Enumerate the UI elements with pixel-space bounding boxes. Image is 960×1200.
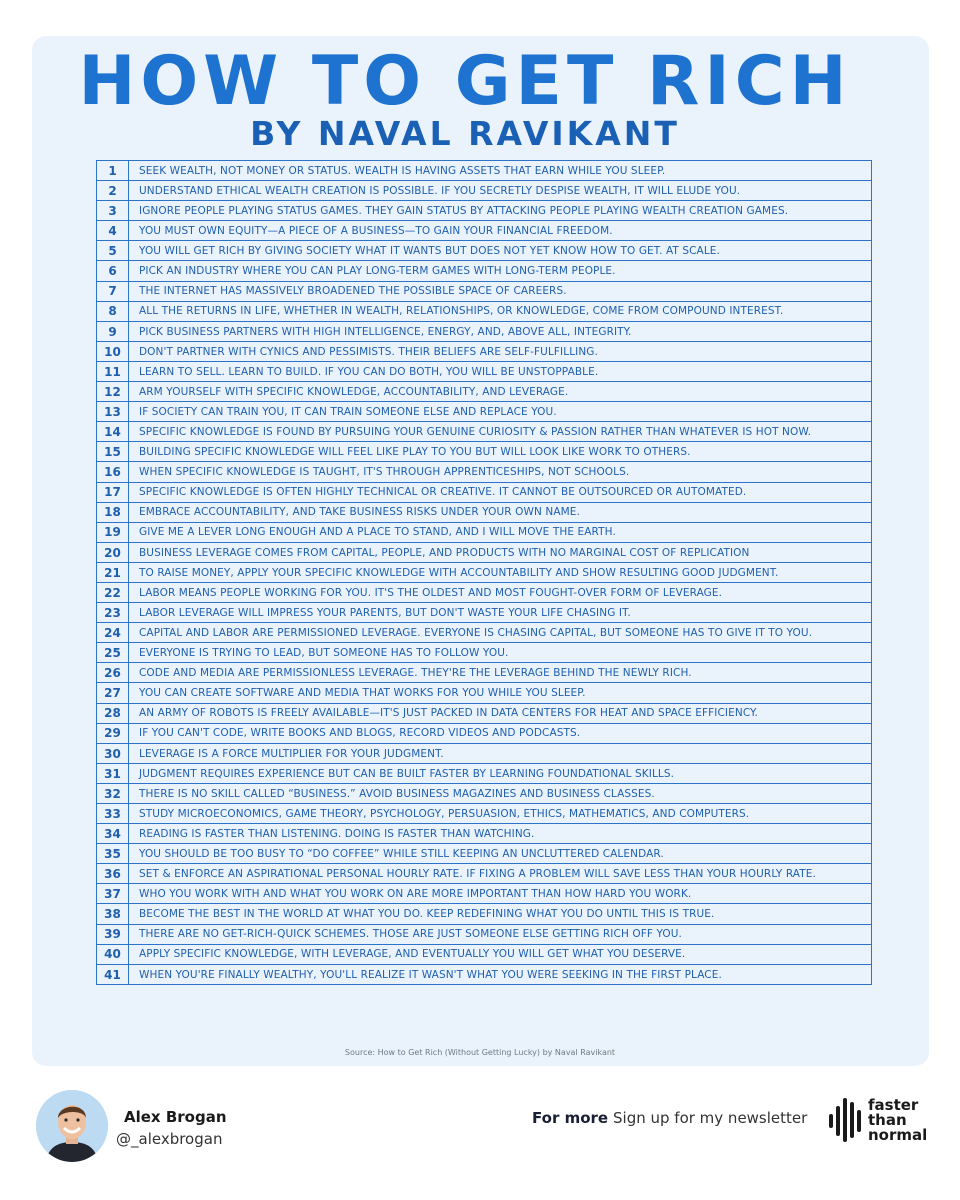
rule-row — [96, 281, 872, 303]
rule-row — [96, 703, 872, 725]
rule-text: YOU SHOULD BE TOO BUSY TO “DO COFFEE” WHILE STILL KEEPING AN UNCLUTTERED CALENDAR. — [139, 847, 664, 860]
avatar — [36, 1090, 108, 1162]
page-subtitle: BY NAVAL RAVIKANT — [250, 114, 680, 153]
rule-number: 24 — [97, 623, 129, 643]
rule-text: EVERYONE IS TRYING TO LEAD, BUT SOMEONE HAS TO FOLLOW YOU. — [139, 647, 509, 660]
rule-row — [96, 220, 872, 242]
rule-number: 16 — [97, 462, 129, 482]
rule-row — [96, 260, 872, 282]
rule-text: IGNORE PEOPLE PLAYING STATUS GAMES. THEY GAIN STATUS BY ATTACKING PEOPLE PLAYING WEALTH CREATION GAMES. — [139, 204, 789, 217]
rule-row — [96, 723, 872, 745]
rule-text: JUDGMENT REQUIRES EXPERIENCE BUT CAN BE BUILT FASTER BY LEARNING FOUNDATIONAL SKILLS. — [139, 767, 675, 780]
rule-row — [96, 883, 872, 905]
rule-text: WHEN YOU'RE FINALLY WEALTHY, YOU'LL REALIZE IT WASN'T WHAT YOU WERE SEEKING IN THE FIRST PLACE. — [139, 968, 722, 981]
rule-number: 38 — [97, 904, 129, 924]
rule-number: 30 — [97, 744, 129, 764]
rules-list — [96, 160, 872, 984]
rule-number: 2 — [97, 181, 129, 201]
rule-row — [96, 200, 872, 222]
rule-text: EMBRACE ACCOUNTABILITY, AND TAKE BUSINESS RISKS UNDER YOUR OWN NAME. — [139, 506, 580, 519]
rule-text: THE INTERNET HAS MASSIVELY BROADENED THE POSSIBLE SPACE OF CAREERS. — [139, 285, 567, 298]
rule-number: 36 — [97, 864, 129, 884]
rule-row — [96, 461, 872, 483]
rule-text: LEVERAGE IS A FORCE MULTIPLIER FOR YOUR JUDGMENT. — [139, 747, 444, 760]
rule-text: SPECIFIC KNOWLEDGE IS FOUND BY PURSUING YOUR GENUINE CURIOSITY & PASSION RATHER THAN WHATEVER IS HOT NOW. — [139, 426, 812, 439]
rule-number: 1 — [97, 161, 129, 181]
rule-row — [96, 582, 872, 604]
rule-number: 34 — [97, 824, 129, 844]
author-name: Alex Brogan — [124, 1108, 227, 1126]
rule-row — [96, 421, 872, 443]
rule-number: 27 — [97, 683, 129, 703]
rule-row — [96, 823, 872, 845]
page-title: HOW TO GET RICH — [78, 42, 852, 121]
rule-number: 7 — [97, 282, 129, 302]
rule-text: ALL THE RETURNS IN LIFE, WHETHER IN WEALTH, RELATIONSHIPS, OR KNOWLEDGE, COME FROM COMPOUND INTEREST. — [139, 305, 784, 318]
rule-number: 20 — [97, 543, 129, 563]
rule-row — [96, 542, 872, 564]
rule-text: LABOR MEANS PEOPLE WORKING FOR YOU. IT'S THE OLDEST AND MOST FOUGHT-OVER FORM OF LEVERAGE. — [139, 586, 723, 599]
rule-number: 5 — [97, 241, 129, 261]
rule-number: 12 — [97, 382, 129, 402]
rule-text: SEEK WEALTH, NOT MONEY OR STATUS. WEALTH IS HAVING ASSETS THAT EARN WHILE YOU SLEEP. — [139, 164, 666, 177]
for-more-label: For more — [532, 1109, 609, 1127]
rule-text: YOU MUST OWN EQUITY—A PIECE OF A BUSINESS—TO GAIN YOUR FINANCIAL FREEDOM. — [139, 225, 613, 238]
rule-row — [96, 924, 872, 946]
rule-row — [96, 361, 872, 383]
rule-text: APPLY SPECIFIC KNOWLEDGE, WITH LEVERAGE, AND EVENTUALLY YOU WILL GET WHAT YOU DESERVE. — [139, 948, 686, 961]
rule-number: 13 — [97, 402, 129, 422]
rule-text: YOU CAN CREATE SOFTWARE AND MEDIA THAT WORKS FOR YOU WHILE YOU SLEEP. — [139, 687, 586, 700]
rule-number: 9 — [97, 322, 129, 342]
rule-text: IF SOCIETY CAN TRAIN YOU, IT CAN TRAIN SOMEONE ELSE AND REPLACE YOU. — [139, 405, 557, 418]
rule-number: 31 — [97, 764, 129, 784]
rule-row — [96, 160, 872, 182]
logo-line: normal — [868, 1126, 928, 1144]
author-handle[interactable]: @_alexbrogan — [116, 1130, 223, 1148]
rule-text: GIVE ME A LEVER LONG ENOUGH AND A PLACE TO STAND, AND I WILL MOVE THE EARTH. — [139, 526, 616, 539]
brand-logo-text — [868, 1098, 927, 1143]
rule-row — [96, 622, 872, 644]
rule-row — [96, 180, 872, 202]
rule-number: 11 — [97, 362, 129, 382]
rule-row — [96, 903, 872, 925]
rule-text: STUDY MICROECONOMICS, GAME THEORY, PSYCHOLOGY, PERSUASION, ETHICS, MATHEMATICS, AND COMPUTERS. — [139, 807, 750, 820]
rule-row — [96, 964, 872, 986]
rule-text: CODE AND MEDIA ARE PERMISSIONLESS LEVERAGE. THEY'RE THE LEVERAGE BEHIND THE NEWLY RICH. — [139, 667, 692, 680]
rule-text: THERE IS NO SKILL CALLED “BUSINESS.” AVOID BUSINESS MAGAZINES AND BUSINESS CLASSES. — [139, 787, 655, 800]
rule-row — [96, 502, 872, 524]
logo-line: faster — [868, 1096, 919, 1114]
rule-number: 15 — [97, 442, 129, 462]
rule-number: 22 — [97, 583, 129, 603]
rule-text: THERE ARE NO GET-RICH-QUICK SCHEMES. THOSE ARE JUST SOMEONE ELSE GETTING RICH OFF YOU. — [139, 928, 682, 941]
rule-row — [96, 783, 872, 805]
rule-number: 6 — [97, 261, 129, 281]
rule-text: DON'T PARTNER WITH CYNICS AND PESSIMISTS. THEIR BELIEFS ARE SELF-FULFILLING. — [139, 345, 598, 358]
rule-number: 23 — [97, 603, 129, 623]
rule-number: 26 — [97, 663, 129, 683]
rule-number: 41 — [97, 965, 129, 985]
rule-text: BUSINESS LEVERAGE COMES FROM CAPITAL, PEOPLE, AND PRODUCTS WITH NO MARGINAL COST OF REPLICATION — [139, 546, 750, 559]
rule-text: LEARN TO SELL. LEARN TO BUILD. IF YOU CAN DO BOTH, YOU WILL BE UNSTOPPABLE. — [139, 365, 599, 378]
logo-line: than — [868, 1111, 907, 1129]
rule-row — [96, 301, 872, 323]
rule-row — [96, 662, 872, 684]
rule-row — [96, 863, 872, 885]
rule-text: SPECIFIC KNOWLEDGE IS OFTEN HIGHLY TECHNICAL OR CREATIVE. IT CANNOT BE OUTSOURCED OR AUTOMATED. — [139, 486, 747, 499]
rule-row — [96, 743, 872, 765]
rule-row — [96, 441, 872, 463]
rule-row — [96, 642, 872, 664]
rule-number: 8 — [97, 302, 129, 322]
rule-text: READING IS FASTER THAN LISTENING. DOING IS FASTER THAN WATCHING. — [139, 827, 535, 840]
rule-text: WHEN SPECIFIC KNOWLEDGE IS TAUGHT, IT'S THROUGH APPRENTICESHIPS, NOT SCHOOLS. — [139, 466, 630, 479]
rule-text: CAPITAL AND LABOR ARE PERMISSIONED LEVERAGE. EVERYONE IS CHASING CAPITAL, BUT SOMEONE HAS TO GIVE IT TO YOU. — [139, 626, 813, 639]
rule-row — [96, 381, 872, 403]
rule-text: BUILDING SPECIFIC KNOWLEDGE WILL FEEL LIKE PLAY TO YOU BUT WILL LOOK LIKE WORK TO OTHERS. — [139, 446, 691, 459]
avatar-portrait-icon — [36, 1090, 108, 1162]
rule-row — [96, 401, 872, 423]
rule-number: 14 — [97, 422, 129, 442]
newsletter-signup-link[interactable]: Sign up for my newsletter — [613, 1109, 808, 1127]
rule-number: 37 — [97, 884, 129, 904]
rule-row — [96, 602, 872, 624]
sound-wave-logo-icon — [828, 1096, 864, 1144]
rule-row — [96, 482, 872, 504]
rule-number: 25 — [97, 643, 129, 663]
source-caption: Source: How to Get Rich (Without Getting Lucky) by Naval Ravikant — [344, 1048, 616, 1057]
rule-text: SET & ENFORCE AN ASPIRATIONAL PERSONAL HOURLY RATE. IF FIXING A PROBLEM WILL SAVE LESS THAN YOUR HOURLY RATE. — [139, 868, 816, 881]
rule-text: LABOR LEVERAGE WILL IMPRESS YOUR PARENTS, BUT DON'T WASTE YOUR LIFE CHASING IT. — [139, 606, 631, 619]
rule-row — [96, 682, 872, 704]
rule-text: TO RAISE MONEY, APPLY YOUR SPECIFIC KNOWLEDGE WITH ACCOUNTABILITY AND SHOW RESULTING GOOD JUDGMENT. — [139, 566, 779, 579]
rule-row — [96, 843, 872, 865]
rule-number: 39 — [97, 925, 129, 945]
rule-row — [96, 944, 872, 966]
rule-row — [96, 522, 872, 544]
rule-text: YOU WILL GET RICH BY GIVING SOCIETY WHAT IT WANTS BUT DOES NOT YET KNOW HOW TO GET. AT SCALE. — [139, 245, 720, 258]
rule-text: IF YOU CAN'T CODE, WRITE BOOKS AND BLOGS, RECORD VIDEOS AND PODCASTS. — [139, 727, 581, 740]
rule-row — [96, 240, 872, 262]
rule-text: UNDERSTAND ETHICAL WEALTH CREATION IS POSSIBLE. IF YOU SECRETLY DESPISE WEALTH, IT WILL ELUDE YOU. — [139, 184, 741, 197]
rule-number: 29 — [97, 724, 129, 744]
rule-number: 3 — [97, 201, 129, 221]
rule-text: AN ARMY OF ROBOTS IS FREELY AVAILABLE—IT'S JUST PACKED IN DATA CENTERS FOR HEAT AND SPACE EFFICIENCY. — [139, 707, 758, 720]
rule-number: 4 — [97, 221, 129, 241]
rule-text: ARM YOURSELF WITH SPECIFIC KNOWLEDGE, ACCOUNTABILITY, AND LEVERAGE. — [139, 385, 569, 398]
rule-text: PICK AN INDUSTRY WHERE YOU CAN PLAY LONG-TERM GAMES WITH LONG-TERM PEOPLE. — [139, 265, 616, 278]
rule-number: 33 — [97, 804, 129, 824]
rule-number: 19 — [97, 523, 129, 543]
rule-row — [96, 562, 872, 584]
rule-text: BECOME THE BEST IN THE WORLD AT WHAT YOU DO. KEEP REDEFINING WHAT YOU DO UNTIL THIS IS TRUE. — [139, 908, 715, 921]
rule-row — [96, 803, 872, 825]
rule-number: 32 — [97, 784, 129, 804]
rule-number: 28 — [97, 704, 129, 724]
rule-text: PICK BUSINESS PARTNERS WITH HIGH INTELLIGENCE, ENERGY, AND, ABOVE ALL, INTEGRITY. — [139, 325, 632, 338]
rule-number: 40 — [97, 945, 129, 965]
footer — [0, 1080, 960, 1200]
rule-row — [96, 341, 872, 363]
rule-number: 10 — [97, 342, 129, 362]
rule-number: 17 — [97, 483, 129, 503]
rule-row — [96, 321, 872, 343]
rule-number: 21 — [97, 563, 129, 583]
rule-number: 35 — [97, 844, 129, 864]
rule-text: WHO YOU WORK WITH AND WHAT YOU WORK ON ARE MORE IMPORTANT THAN HOW HARD YOU WORK. — [139, 888, 692, 901]
rule-number: 18 — [97, 503, 129, 523]
rule-row — [96, 763, 872, 785]
